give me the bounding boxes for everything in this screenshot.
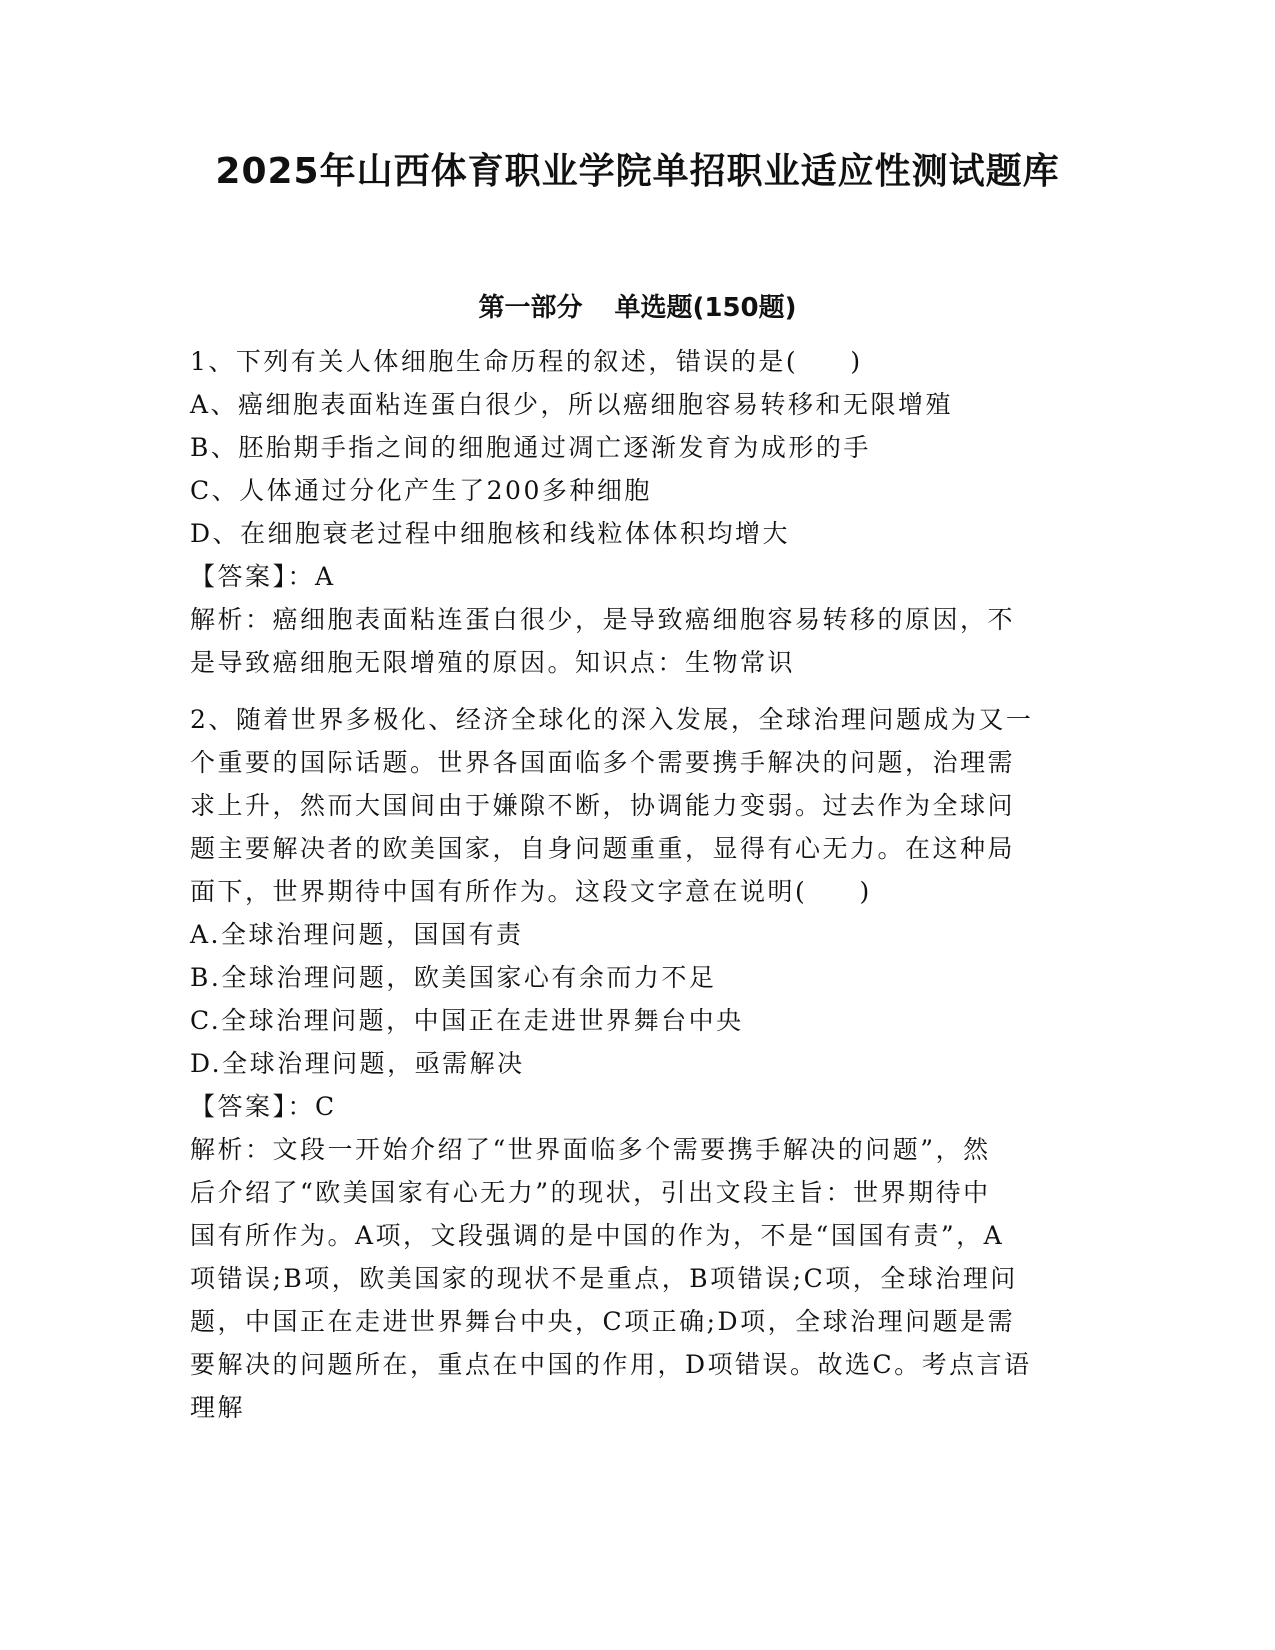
question-stem-line: 面下，世界期待中国有所作为。这段文字意在说明( ): [190, 877, 872, 906]
section-heading: [0, 290, 1275, 326]
question-stem-line: 个重要的国际话题。世界各国面临多个需要携手解决的问题，治理需: [190, 748, 1016, 777]
answer: 【答案】：A: [190, 562, 336, 591]
option-d: D.全球治理问题，亟需解决: [190, 1049, 525, 1078]
section-part: 第一部分: [478, 293, 583, 323]
question-stem-line: 2、随着世界多极化、经济全球化的深入发展，全球治理问题成为又一: [190, 705, 1034, 734]
analysis-line: 是导致癌细胞无限增殖的原因。知识点：生物常识: [190, 648, 796, 677]
analysis-line: 国有所作为。A项，文段强调的是中国的作为，不是“国国有责”，A: [190, 1221, 1005, 1250]
option-d: D、在细胞衰老过程中细胞核和线粒体体积均增大: [190, 519, 791, 548]
option-a: A.全球治理问题，国国有责: [190, 920, 524, 949]
analysis-line: 项错误;B项，欧美国家的现状不是重点，B项错误;C项，全球治理问: [190, 1264, 1018, 1293]
analysis-line: 理解: [190, 1393, 246, 1422]
question-stem-line: 求上升，然而大国间由于嫌隙不断，协调能力变弱。过去作为全球问: [190, 791, 1016, 820]
option-c: C、人体通过分化产生了200多种细胞: [190, 476, 652, 505]
analysis-line: 要解决的问题所在，重点在中国的作用，D项错误。故选C。考点言语: [190, 1350, 1032, 1379]
question-1: [190, 340, 1070, 684]
option-b: B.全球治理问题，欧美国家心有余而力不足: [190, 963, 717, 992]
analysis-line: 后介绍了“欧美国家有心无力”的现状，引出文段主旨：世界期待中: [190, 1178, 991, 1207]
section-name: 单选题(150题): [614, 293, 797, 323]
document-title: 2025年山西体育职业学院单招职业适应性测试题库: [215, 151, 1060, 192]
answer: 【答案】：C: [190, 1092, 337, 1121]
option-b: B、胚胎期手指之间的细胞通过凋亡逐渐发育为成形的手: [190, 433, 871, 462]
analysis-line: 解析：文段一开始介绍了“世界面临多个需要携手解决的问题”，然: [190, 1135, 991, 1164]
question-2: [190, 698, 1070, 1429]
question-stem-line: 题主要解决者的欧美国家，自身问题重重，显得有心无力。在这种局: [190, 834, 1016, 863]
analysis-line: 题，中国正在走进世界舞台中央，C项正确;D项，全球治理问题是需: [190, 1307, 1016, 1336]
option-c: C.全球治理问题，中国正在走进世界舞台中央: [190, 1006, 744, 1035]
option-a: A、癌细胞表面粘连蛋白很少，所以癌细胞容易转移和无限增殖: [190, 390, 954, 419]
question-stem: 1、下列有关人体细胞生命历程的叙述，错误的是( ): [190, 347, 863, 376]
analysis-line: 解析：癌细胞表面粘连蛋白很少，是导致癌细胞容易转移的原因，不: [190, 605, 1016, 634]
